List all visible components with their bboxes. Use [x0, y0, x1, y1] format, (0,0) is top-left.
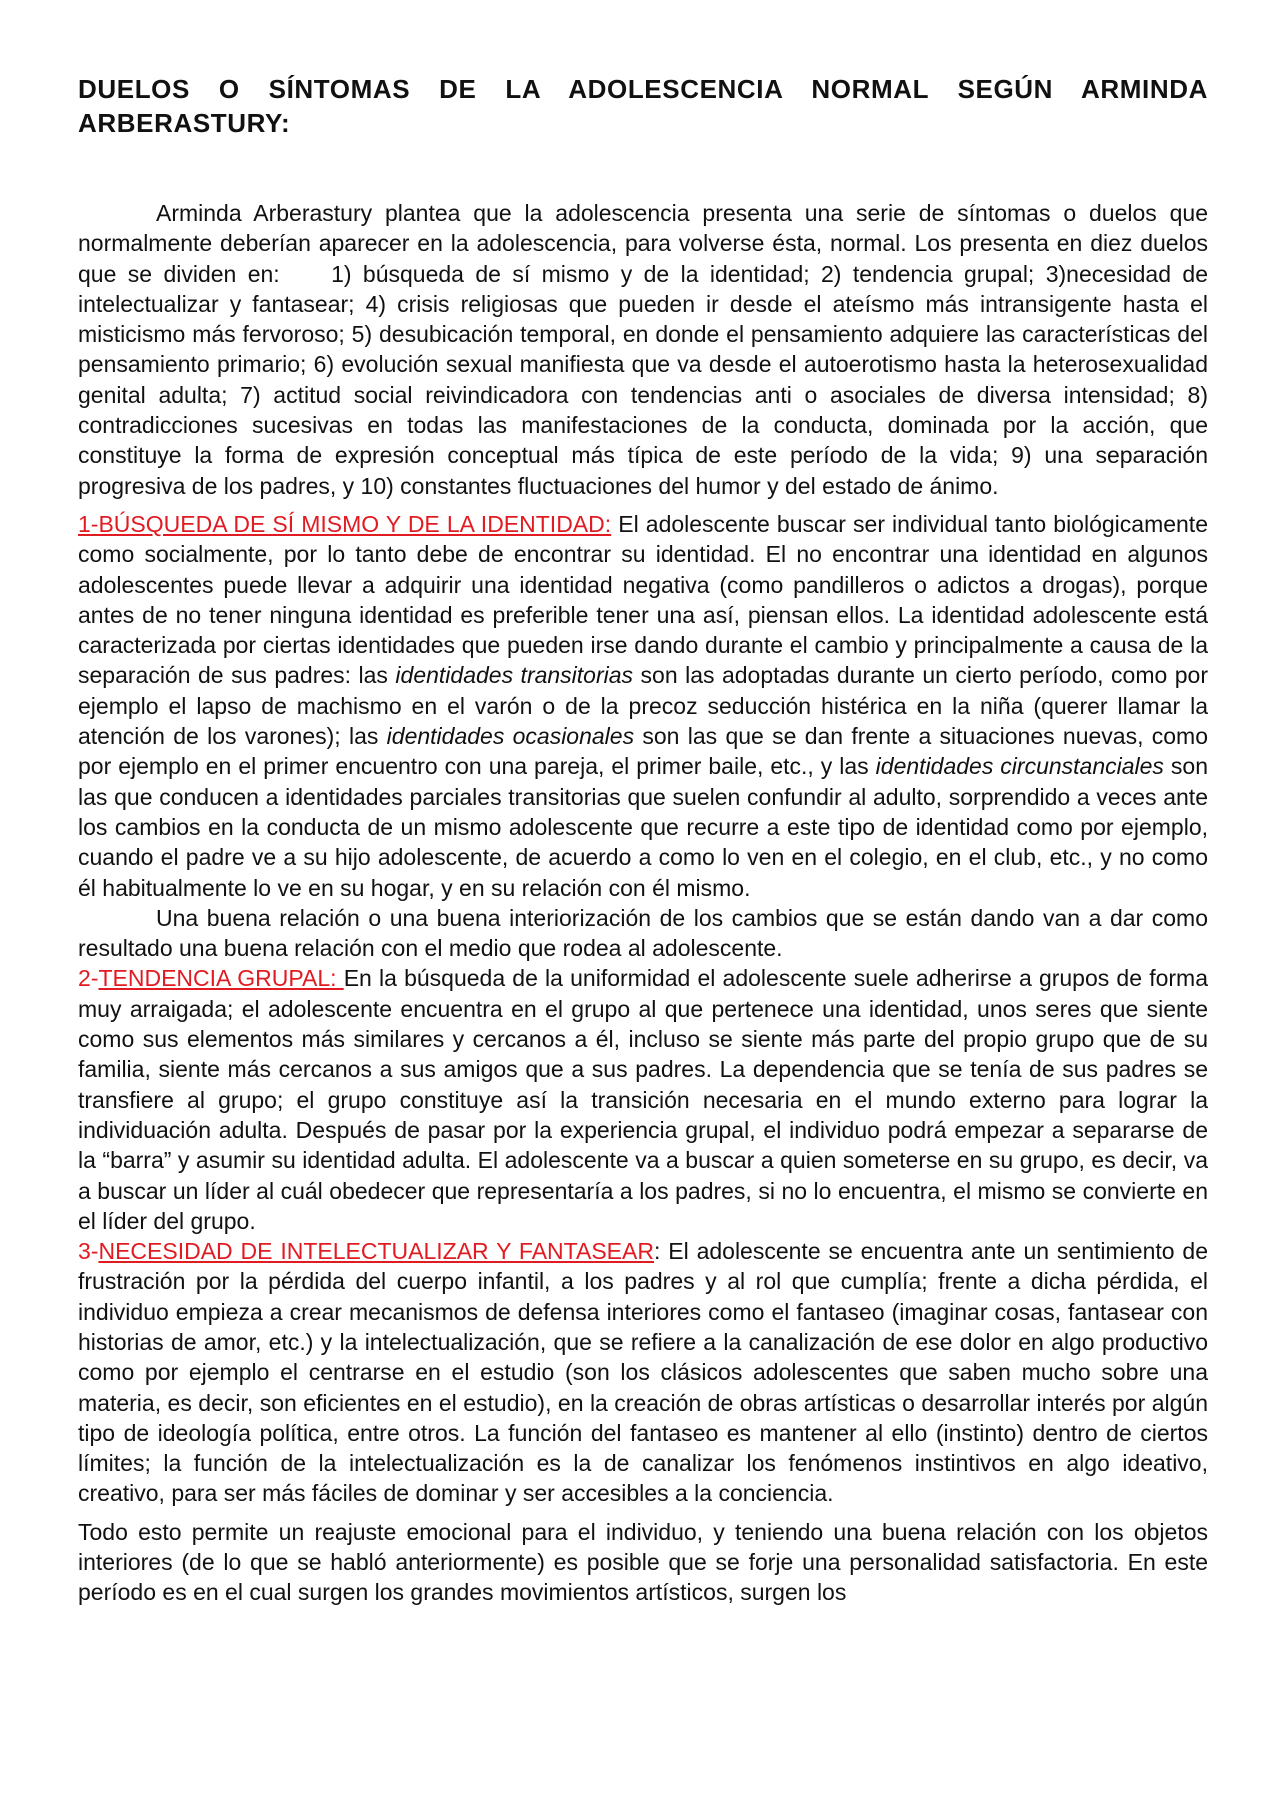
intro-text-list: 1) búsqueda de sí mismo y de la identidad; 2) tendencia grupal; 3)necesidad de intelectualizar y fantasear; 4) crisis religiosas que pueden ir desde el ateísmo más intransigente hasta el misticismo más fervoroso; 5) desubicación temporal, en donde el pensamiento adquiere las características del pensamiento primario; 6) evolución sexual manifiesta que va desde el autoerotismo hasta la heterosexualidad genital adulta; 7) actitud social reivindicadora con tendencias anti o asociales de diversa intensidad; 8) contradicciones sucesivas en todas las manifestaciones de la conducta, dominada por la acción, que constituye la forma de expresión conceptual más típica de este período de la vida; 9) una separación progresiva de los padres, y 10) constantes fluctuaciones del humor y del estado de ánimo.	[78, 260, 1208, 499]
section-3-heading: NECESIDAD DE INTELECTUALIZAR Y FANTASEAR	[98, 1238, 654, 1265]
document-title: DUELOS O SÍNTOMAS DE LA ADOLESCENCIA NORMAL SEGÚN ARMINDA ARBERASTURY:	[78, 74, 1208, 138]
section-1-italic-transitorias: identidades transitorias	[395, 662, 634, 689]
section-2-number: 2-	[78, 965, 99, 992]
section-3-paragraph	[78, 1236, 1208, 1509]
intro-paragraph	[78, 198, 1208, 501]
section-1-text-d: son las que conducen a identidades parciales transitorias que suelen confundir al adulto, sorprendido a veces ante los cambios en la conducta de un mismo adolescente que recurre a este tipo de identidad como por ejemplo, cuando el padre ve a su hijo adolescente, de acuerdo a como lo ven en el colegio, en el club, etc., y no como él habitualmente lo ve en su hogar, y en su relación con él mismo.	[78, 753, 1209, 901]
intro-text-lead: Arminda Arberastury plantea que la adolescencia presenta una serie de síntomas o duelos que normalmente deberían aparecer en la adolescencia, para volverse ésta, normal. Los presenta en diez duelos que se dividen en:	[78, 200, 1208, 287]
section-1-italic-circunstanciales: identidades circunstanciales	[875, 753, 1164, 780]
section-2-text: En la búsqueda de la uniformidad el adolescente suele adherirse a grupos de forma muy arraigada; el adolescente encuentra en el grupo al que pertenece una identidad, unos seres que siente como sus elementos más similares y cercanos a él, incluso se siente más parte del propio grupo que de su familia, siente más cercanos a sus amigos que a sus padres. La dependencia que se tenía de sus padres se transfiere al grupo; el grupo constituye así la transición necesaria en el mundo externo para lograr la individuación adulta. Después de pasar por la experiencia grupal, el individuo podrá empezar a separarse de la “barra” y asumir su identidad adulta. El adolescente va a buscar a quien someterse en su grupo, es decir, va a buscar un líder al cuál obedecer que representaría a los padres, si no lo encuentra, el mismo se convierte en el líder del grupo.	[78, 965, 1208, 1234]
section-2-heading: TENDENCIA GRUPAL:	[98, 965, 344, 992]
section-1-text-b: son las adoptadas durante un cierto período, como por ejemplo el lapso de machismo en el varón o de la precoz seducción histérica en la niña (querer llamar la atención de los varones); las	[78, 662, 1209, 750]
section-1-followup: Una buena relación o una buena interiorización de los cambios que se están dando van a dar como resultado una buena relación con el medio que rodea al adolescente.	[78, 904, 1208, 962]
section-3-closing: Todo esto permite un reajuste emocional para el individuo, y teniendo una buena relación con los objetos interiores (de lo que se habló anteriormente) es posible que se forje una personalidad satisfactoria. En este período es en el cual surgen los grandes movimientos artísticos, surgen los	[78, 1518, 1208, 1606]
section-1-text-a: El adolescente buscar ser individual tanto biológicamente como socialmente, por lo tanto debe de encontrar su identidad. El no encontrar una identidad en algunos adolescentes puede llevar a adquirir una identidad negativa (como pandilleros o adictos a drogas), porque antes de no tener ninguna identidad es preferible tener una así, piensan ellos. La identidad adolescente está caracterizada por ciertas identidades que pueden irse dando durante el cambio y principalmente a causa de la separación de sus padres: las	[78, 510, 1208, 689]
section-1-heading: 1-BÚSQUEDA DE SÍ MISMO Y DE LA IDENTIDAD:	[78, 510, 612, 537]
section-3-number: 3-	[78, 1238, 99, 1265]
document-page	[78, 72, 1208, 1608]
section-3-text: : El adolescente se encuentra ante un sentimiento de frustración por la pérdida del cuerpo infantil, a los padres y al rol que cumplía; frente a dicha pérdida, el individuo empieza a crear mecanismos de defensa interiores como el fantaseo (imaginar cosas, fantasear con historias de amor, etc.) y la intelectualización, que se refiere a la canalización de ese dolor en algo productivo como por ejemplo el centrarse en el estudio (son los clásicos adolescentes que saben mucho sobre una materia, es decir, son eficientes en el estudio), en la creación de obras artísticas o desarrollar interés por algún tipo de ideología política, entre otros. La función del fantaseo es mantener al ello (instinto) dentro de ciertos límites; la función de la intelectualización es la de canalizar los fenómenos instintivos en algo ideativo, creativo, para ser más fáciles de dominar y ser accesibles a la conciencia.	[78, 1238, 1209, 1507]
section-1-text-c: son las que se dan frente a situaciones nuevas, como por ejemplo en el primer encuentro con una pareja, el primer baile, etc., y las	[78, 723, 1208, 780]
section-1-italic-ocasionales: identidades ocasionales	[386, 723, 635, 750]
section-1-paragraph	[78, 509, 1208, 903]
section-2-paragraph	[78, 963, 1208, 1236]
